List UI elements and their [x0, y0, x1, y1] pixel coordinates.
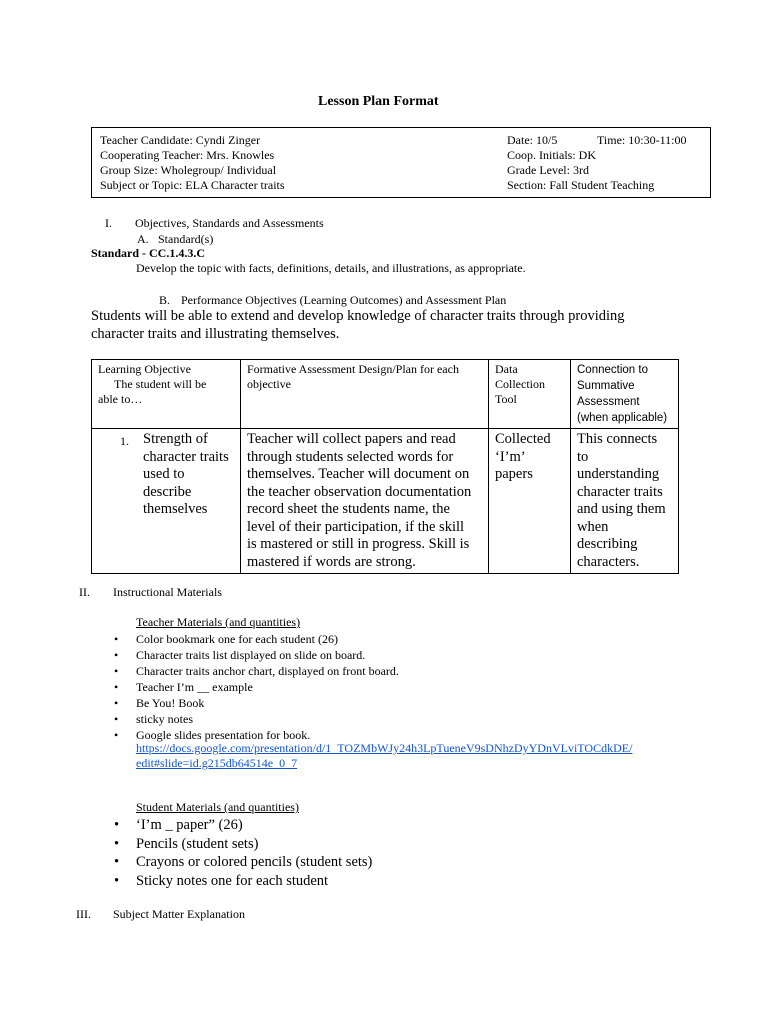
- subsection-b-heading: Performance Objectives (Learning Outcomes) and Assessment Plan: [181, 293, 507, 307]
- time-field: Time: 10:30-11:00: [597, 133, 687, 147]
- student-materials-list: [108, 816, 372, 890]
- teacher-materials-list: [108, 631, 399, 743]
- cell-line: describing: [577, 536, 638, 552]
- standard-description: Develop the topic with facts, definitions, details, and illustrations, as appropriate.: [136, 261, 526, 275]
- list-item: • Character traits anchor chart, displayed on front board.: [108, 663, 399, 679]
- section-field: Section: Fall Student Teaching: [507, 178, 655, 192]
- objective-cell: [92, 429, 241, 574]
- header-info-box: [91, 127, 711, 198]
- grade-level: Grade Level: 3rd: [507, 163, 589, 177]
- date-time-row: [507, 133, 707, 148]
- header-text: objective: [247, 377, 291, 391]
- cell-line: to: [577, 448, 589, 465]
- coop-initials: Coop. Initials: DK: [507, 148, 596, 162]
- cell-line: describe: [143, 483, 192, 500]
- cell-line: themselves. Teacher will document on: [247, 466, 470, 482]
- cell-line: Collected: [495, 431, 551, 447]
- list-item: • Crayons or colored pencils (student sets): [108, 853, 372, 872]
- subsection-b-label: B.: [159, 293, 171, 307]
- cell-line: mastered if words are strong.: [247, 553, 416, 570]
- cell-line: characters.: [577, 553, 640, 570]
- slides-link-line-2[interactable]: edit#slide=id.g215db64514e_0_7: [136, 756, 298, 770]
- cell-line: papers: [495, 466, 533, 482]
- header-data-collection: [489, 360, 571, 429]
- page-title: Lesson Plan Format: [318, 94, 439, 109]
- connection-cell: [571, 429, 679, 574]
- student-materials-heading: Student Materials (and quantities): [136, 800, 299, 814]
- section-3-heading: Subject Matter Explanation: [113, 907, 245, 921]
- cell-line: through students selected words for: [247, 448, 454, 465]
- subsection-a-label: A.: [137, 232, 149, 246]
- tool-cell: [489, 429, 571, 574]
- group-size: Group Size: Wholegroup/ Individual: [100, 163, 277, 177]
- section-1-heading: Objectives, Standards and Assessments: [135, 216, 324, 230]
- cell-line: Teacher will collect papers and read: [247, 431, 456, 447]
- section-2-numeral: II.: [79, 585, 90, 599]
- slides-link-line-1[interactable]: https://docs.google.com/presentation/d/1_TOZMbWJy24h3LpTueneV9sDNhzDyYDnVLviTOCdkDE/: [136, 741, 633, 755]
- assessment-cell: [241, 429, 489, 574]
- list-item: • Be You! Book: [108, 695, 399, 711]
- list-item: • sticky notes: [108, 711, 399, 727]
- header-text: Summative: [577, 380, 635, 392]
- row-number: 1.: [120, 434, 129, 448]
- cell-line: understanding: [577, 466, 660, 482]
- subject-topic: Subject or Topic: ELA Character traits: [100, 178, 285, 192]
- header-text: Connection to: [577, 364, 648, 376]
- cell-line: record sheet the students name, the: [247, 501, 450, 517]
- header-learning-objective: [92, 360, 241, 429]
- list-item: • Sticky notes one for each student: [108, 872, 372, 891]
- list-item: • Google slides presentation for book.: [108, 727, 399, 743]
- header-text: Formative Assessment Design/Plan for each: [247, 362, 459, 376]
- list-item: • ‘I’m _ paper” (26): [108, 816, 372, 835]
- teacher-candidate: Teacher Candidate: Cyndi Zinger: [100, 133, 261, 147]
- date-field: Date: 10/5: [507, 133, 558, 147]
- cell-line: and using them: [577, 501, 666, 517]
- objective-statement-line-1: Students will be able to extend and develop knowledge of character traits through providing: [91, 308, 625, 324]
- header-text: Learning Objective: [98, 362, 191, 376]
- header-text: able to…: [98, 392, 143, 406]
- header-right-column: [507, 133, 707, 193]
- cell-line: This connects: [577, 431, 658, 447]
- objectives-table: [91, 359, 679, 574]
- cell-line: used to: [143, 466, 185, 482]
- section-1-numeral: I.: [105, 216, 112, 230]
- header-text: Tool: [495, 392, 517, 406]
- list-item: • Pencils (student sets): [108, 835, 372, 854]
- header-text: Data: [495, 362, 518, 376]
- cell-line: Strength of: [143, 431, 208, 447]
- list-item: • Teacher I’m __ example: [108, 679, 399, 695]
- section-3-numeral: III.: [76, 907, 91, 921]
- cooperating-teacher: Cooperating Teacher: Mrs. Knowles: [100, 148, 275, 162]
- section-2-heading: Instructional Materials: [113, 585, 222, 599]
- cell-line: character traits: [143, 448, 229, 465]
- objective-statement-line-2: character traits and illustrating themselves.: [91, 326, 340, 342]
- teacher-materials-heading: Teacher Materials (and quantities): [136, 615, 301, 629]
- cell-line: themselves: [143, 501, 208, 517]
- cell-line: when: [577, 518, 609, 535]
- table-row: [92, 429, 679, 574]
- header-summative-connection: [571, 360, 679, 429]
- cell-line: character traits: [577, 483, 663, 500]
- list-item: • Color bookmark one for each student (26): [108, 631, 399, 647]
- header-formative-assessment: [241, 360, 489, 429]
- header-text: The student will be: [114, 377, 207, 391]
- subsection-a-heading: Standard(s): [158, 232, 214, 246]
- header-text: (when applicable): [577, 412, 668, 424]
- cell-line: the teacher observation documentation: [247, 483, 472, 500]
- cell-line: ‘I’m’: [495, 448, 526, 465]
- header-left-column: [100, 133, 285, 193]
- list-item: • Character traits list displayed on slide on board.: [108, 647, 399, 663]
- cell-line: is mastered or still in progress. Skill is: [247, 536, 470, 552]
- table-header-row: [92, 360, 679, 429]
- header-text: Collection: [495, 377, 545, 391]
- cell-line: level of their participation, if the skill: [247, 518, 465, 535]
- header-text: Assessment: [577, 396, 640, 408]
- standard-code: Standard - CC.1.4.3.C: [91, 246, 206, 260]
